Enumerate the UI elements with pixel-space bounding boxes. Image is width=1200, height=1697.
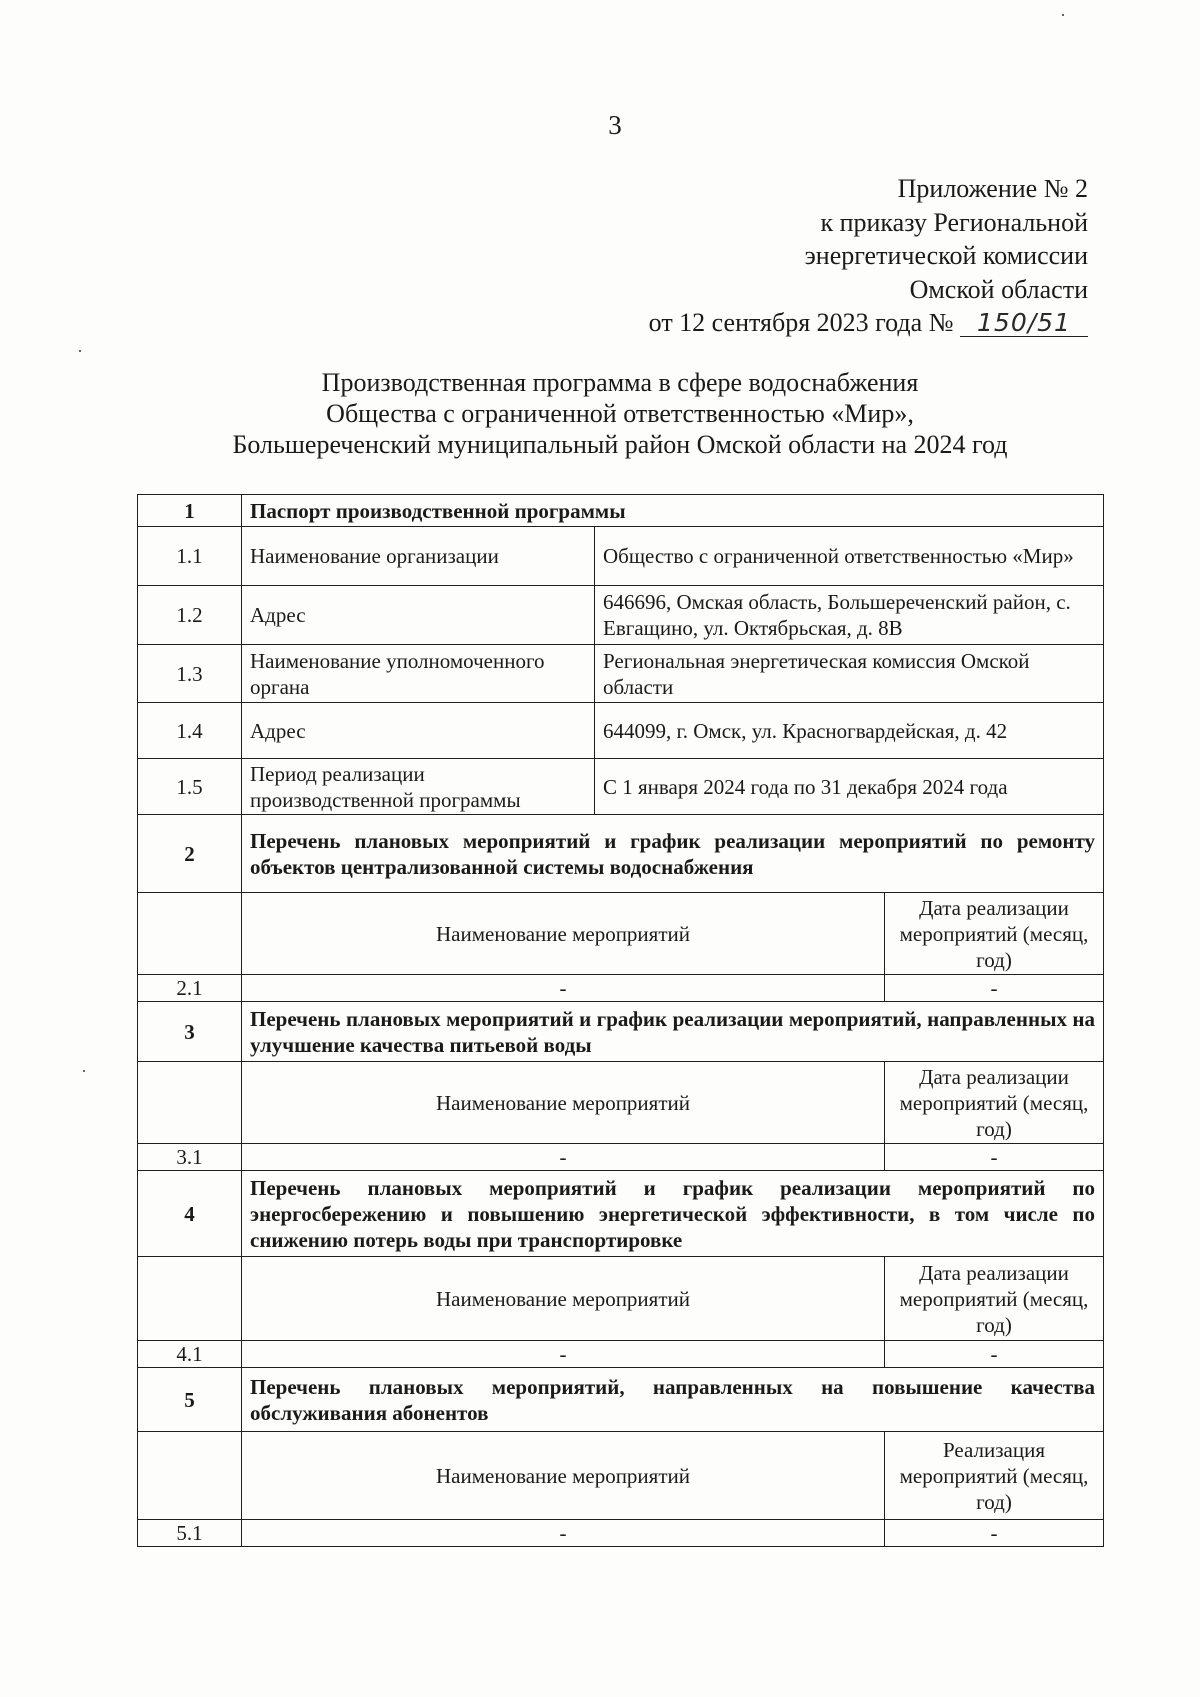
row-name: - — [242, 975, 885, 1002]
passport-value: Общество с ограниченной ответственностью «Мир» — [595, 527, 1104, 586]
passport-value: 646696, Омская область, Большереченский район, с. Евгащино, ул. Октябрьская, д. 8В — [595, 586, 1104, 645]
passport-value: Региональная энергетическая комиссия Омской области — [595, 645, 1104, 703]
column-header-date: Реализация мероприятий (месяц, год) — [885, 1432, 1104, 1520]
column-header-date: Дата реализации мероприятий (месяц, год) — [885, 1062, 1104, 1144]
passport-row — [138, 759, 1104, 815]
empty-cell — [138, 1432, 242, 1520]
column-header-name: Наименование мероприятий — [242, 893, 885, 975]
row-number: 3.1 — [138, 1144, 242, 1171]
section-header-row — [138, 1002, 1104, 1062]
column-header-name: Наименование мероприятий — [242, 1062, 885, 1144]
row-number: 5.1 — [138, 1520, 242, 1547]
passport-value: С 1 января 2024 года по 31 декабря 2024 года — [595, 759, 1104, 815]
row-name: - — [242, 1520, 885, 1547]
appendix-line: к приказу Региональной — [820, 207, 1088, 237]
section-header-row — [138, 815, 1104, 893]
row-number: 1.5 — [138, 759, 242, 815]
passport-row — [138, 703, 1104, 759]
row-date: - — [885, 975, 1104, 1002]
table-row — [138, 1144, 1104, 1171]
scan-speck — [79, 350, 81, 352]
column-header-name: Наименование мероприятий — [242, 1257, 885, 1341]
section-header-row — [138, 1171, 1104, 1257]
passport-row — [138, 645, 1104, 703]
table-row — [138, 1341, 1104, 1368]
scan-speck — [1062, 14, 1064, 16]
section-number: 5 — [138, 1368, 242, 1432]
row-number: 4.1 — [138, 1341, 242, 1368]
appendix-line: Омской области — [909, 274, 1088, 304]
section-number: 1 — [138, 495, 242, 527]
title-line: Общества с ограниченной ответственностью «Мир», — [326, 399, 914, 428]
column-header-date: Дата реализации мероприятий (месяц, год) — [885, 1257, 1104, 1341]
appendix-line: Приложение № 2 — [897, 174, 1088, 203]
section-header-row — [138, 495, 1104, 527]
passport-label: Наименование организации — [242, 527, 595, 586]
row-number: 1.1 — [138, 527, 242, 586]
section-title: Перечень плановых мероприятий и график реализации мероприятий, направленных на улучшение качества питьевой воды — [242, 1002, 1104, 1062]
row-date: - — [885, 1520, 1104, 1547]
column-header-row — [138, 1257, 1104, 1341]
table-row — [138, 1520, 1104, 1547]
column-header-date: Дата реализации мероприятий (месяц, год) — [885, 893, 1104, 975]
title-line: Большереченский муниципальный район Омской области на 2024 год — [232, 430, 1008, 459]
page-number: 3 — [608, 110, 622, 140]
passport-label: Адрес — [242, 586, 595, 645]
section-title: Перечень плановых мероприятий, направленных на повышение качества обслуживания абонентов — [242, 1368, 1104, 1432]
section-title: Перечень плановых мероприятий и график реализации мероприятий по ремонту объектов централизованной системы водоснабжения — [242, 815, 1104, 893]
appendix-date-line — [528, 306, 1088, 340]
section-title: Перечень плановых мероприятий и график реализации мероприятий по энергосбережению и повышению энергетической эффективности, в том числе по снижению потерь воды при транспортировке — [242, 1171, 1104, 1257]
section-number: 4 — [138, 1171, 242, 1257]
empty-cell — [138, 1062, 242, 1144]
passport-row — [138, 527, 1104, 586]
appendix-block — [528, 172, 1088, 340]
section-title: Паспорт производственной программы — [242, 495, 1104, 527]
scan-speck — [83, 1070, 85, 1072]
column-header-row — [138, 1062, 1104, 1144]
row-name: - — [242, 1144, 885, 1171]
order-number-handwritten: 150/51 — [960, 310, 1088, 337]
row-name: - — [242, 1341, 885, 1368]
title-line: Производственная программа в сфере водоснабжения — [321, 368, 919, 397]
column-header-row — [138, 893, 1104, 975]
program-table — [137, 494, 1104, 1547]
empty-cell — [138, 893, 242, 975]
row-number: 1.2 — [138, 586, 242, 645]
section-header-row — [138, 1368, 1104, 1432]
row-number: 2.1 — [138, 975, 242, 1002]
row-number: 1.4 — [138, 703, 242, 759]
passport-row — [138, 586, 1104, 645]
appendix-date: от 12 сентября 2023 года № — [648, 308, 954, 337]
row-date: - — [885, 1341, 1104, 1368]
table-row — [138, 975, 1104, 1002]
passport-value: 644099, г. Омск, ул. Красногвардейская, д. 42 — [595, 703, 1104, 759]
passport-label: Период реализации производственной программы — [242, 759, 595, 815]
column-header-name: Наименование мероприятий — [242, 1432, 885, 1520]
appendix-line: энергетической комиссии — [804, 241, 1088, 270]
section-number: 3 — [138, 1002, 242, 1062]
row-date: - — [885, 1144, 1104, 1171]
document-title — [140, 367, 1100, 460]
column-header-row — [138, 1432, 1104, 1520]
section-number: 2 — [138, 815, 242, 893]
passport-label: Адрес — [242, 703, 595, 759]
empty-cell — [138, 1257, 242, 1341]
row-number: 1.3 — [138, 645, 242, 703]
passport-label: Наименование уполномоченного органа — [242, 645, 595, 703]
